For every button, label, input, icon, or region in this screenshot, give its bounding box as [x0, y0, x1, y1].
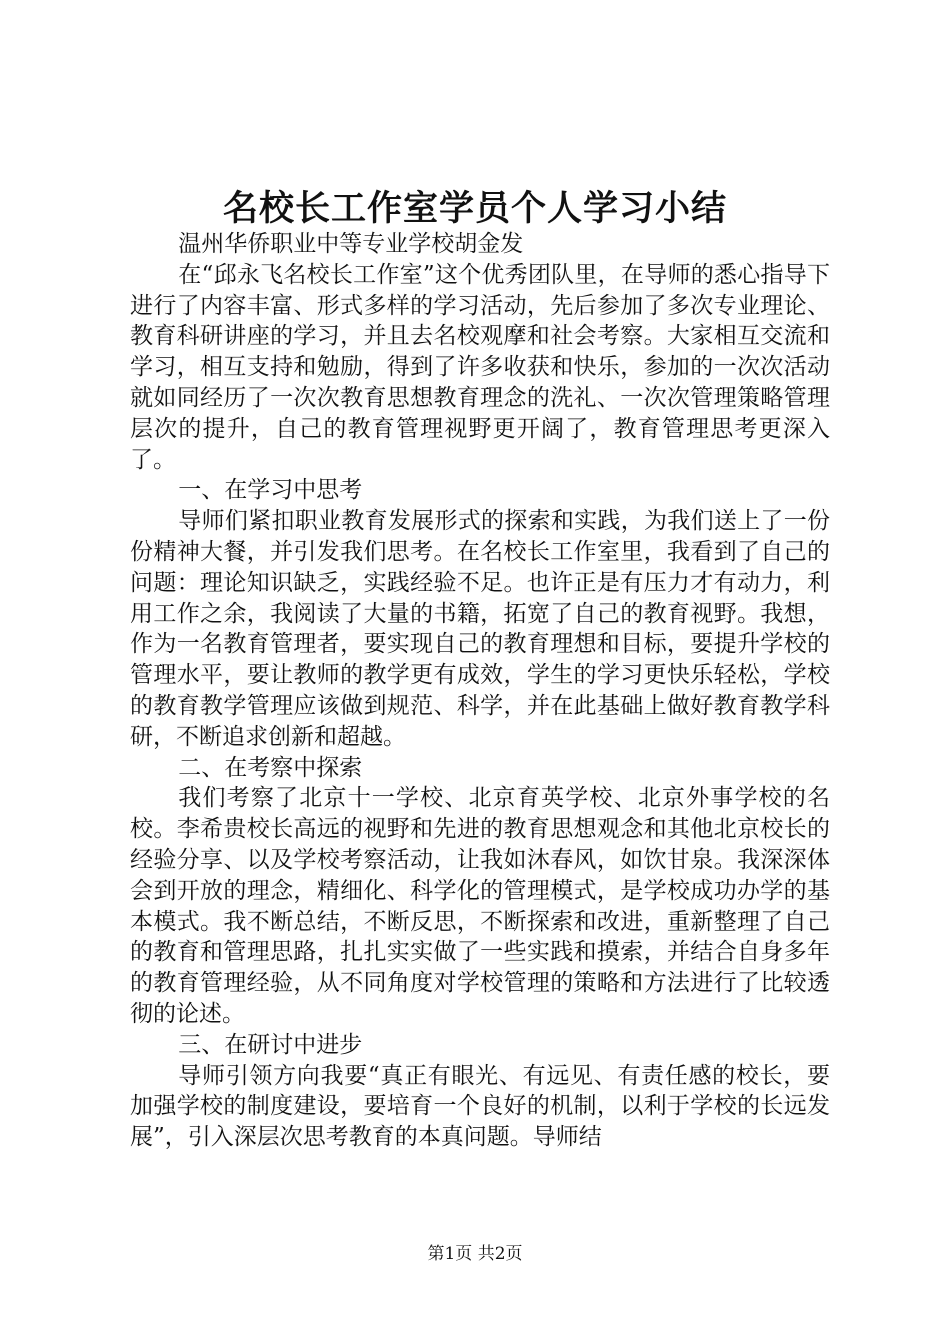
section-heading-3: 三、在研讨中进步 [178, 1031, 363, 1058]
paragraph-section-1: 导师们紧扣职业教育发展形式的探索和实践，为我们送上了一份份精神大餐，并引发我们思考。在名校长工作室里，我看到了自己的问题：理论知识缺乏，实践经验不足。也许正是有压力才有动力，利用工作之余，我阅读了大量的书籍，拓宽了自己的教育视野。我想，作为一名教育管理者，要实现自己的教育理想和目标，要提升学校的管理水平，要让教师的教学更有成效，学生的学习更快乐轻松，学校的教育教学管理应该做到规范、科学，并在此基础上做好教育教学科研，不断追求创新和超越。 [130, 508, 830, 750]
section-heading-2: 二、在考察中探索 [178, 754, 363, 781]
document-title: 名校长工作室学员个人学习小结 [222, 188, 727, 229]
page-footer: 第1页 共2页 [427, 1244, 523, 1264]
paragraph-section-2: 我们考察了北京十一学校、北京育英学校、北京外事学校的名校。李希贵校长高远的视野和先进的教育思想观念和其他北京校长的经验分享、以及学校考察活动，让我如沐春风，如饮甘泉。我深深体会到开放的理念，精细化、科学化的管理模式，是学校成功办学的基本模式。我不断总结，不断反思，不断探索和改进，重新整理了自己的教育和管理思路，扎扎实实做了一些实践和摸索，并结合自身多年的教育管理经验，从不同角度对学校管理的策略和方法进行了比较透彻的论述。 [130, 785, 830, 1027]
paragraph-section-3: 导师引领方向我要“真正有眼光、有远见、有责任感的校长，要加强学校的制度建设，要培育一个良好的机制，以利于学校的长远发展”，引入深层次思考教育的本真问题。导师结 [130, 1062, 830, 1151]
section-heading-1: 一、在学习中思考 [178, 477, 363, 504]
author-line: 温州华侨职业中等专业学校胡金发 [178, 231, 524, 257]
paragraph-intro: 在“邱永飞名校长工作室”这个优秀团队里，在导师的悉心指导下进行了内容丰富、形式多样的学习活动，先后参加了多次专业理论、教育科研讲座的学习，并且去名校观摩和社会考察。大家相互交流和学习，相互支持和勉励，得到了许多收获和快乐，参加的一次次活动就如同经历了一次次教育思想教育理念的洗礼、一次次管理策略管理层次的提升，自己的教育管理视野更开阔了，教育管理思考更深入了。 [130, 261, 830, 473]
document-body [130, 229, 830, 1153]
